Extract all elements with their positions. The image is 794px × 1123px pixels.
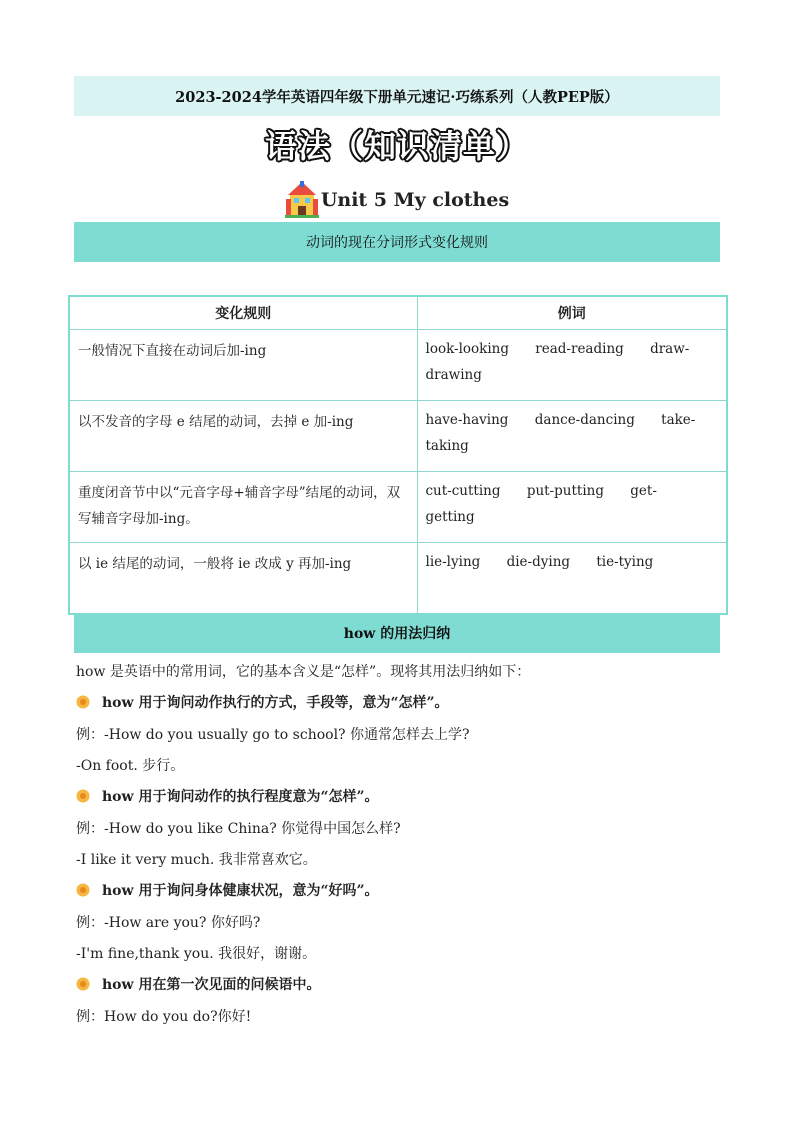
page-title: 语法（知识清单） <box>264 127 529 165</box>
rule-cell: 重度闭音节中以“元音字母+辅音字母”结尾的动词，双写辅音字母加-ing。 <box>69 472 417 543</box>
sun-flower-icon <box>76 883 90 897</box>
examples-cell <box>417 543 727 615</box>
example-word: take-taking <box>425 412 696 454</box>
usage-answer: -I like it very much. 我非常喜欢它。 <box>76 852 317 868</box>
usage-answer: -On foot. 步行。 <box>76 758 185 774</box>
rule-cell: 以 ie 结尾的动词，一般将 ie 改成 y 再加-ing <box>69 543 417 615</box>
usage-heading: how 用于询问动作执行的方式，手段等，意为“怎样”。 <box>76 692 449 712</box>
participle-rules-table <box>68 295 728 615</box>
examples-cell <box>417 472 727 543</box>
header-examples: 例词 <box>417 296 727 330</box>
unit-heading <box>0 180 794 220</box>
example-word: cut-cutting <box>425 483 501 499</box>
example-word: put-putting <box>526 483 604 499</box>
sun-flower-icon <box>76 695 90 709</box>
series-title: 2023-2024学年英语四年级下册单元速记·巧练系列（人教PEP版） <box>175 88 619 106</box>
usage-heading: how 用在第一次见面的问候语中。 <box>76 974 320 994</box>
example-word: draw-drawing <box>425 341 690 383</box>
sun-flower-icon <box>76 977 90 991</box>
example-word: tie-tying <box>596 554 654 570</box>
table-row <box>69 330 727 401</box>
usage-heading: how 用于询问动作的执行程度意为“怎样”。 <box>76 786 379 806</box>
series-header <box>74 76 720 116</box>
table-row <box>69 472 727 543</box>
usage-example: 例：-How are you? 你好吗? <box>76 915 261 931</box>
section-title-participle <box>74 222 720 262</box>
header-rule: 变化规则 <box>69 296 417 330</box>
usage-answer: -I'm fine,thank you. 我很好，谢谢。 <box>76 946 317 962</box>
examples-cell <box>417 330 727 401</box>
section-title-text: how 的用法归纳 <box>343 626 451 642</box>
example-word: die-dying <box>506 554 571 570</box>
table-row <box>69 401 727 472</box>
section-title-text: 动词的现在分词形式变化规则 <box>306 235 488 251</box>
example-word: dance-dancing <box>534 412 635 428</box>
school-house-icon <box>285 181 319 219</box>
example-word: lie-lying <box>425 554 481 570</box>
example-word: look-looking <box>425 341 509 357</box>
examples-cell <box>417 401 727 472</box>
how-intro: how 是英语中的常用词，它的基本含义是“怎样”。现将其用法归纳如下： <box>76 664 531 680</box>
rule-cell: 一般情况下直接在动词后加-ing <box>69 330 417 401</box>
rule-cell: 以不发音的字母 e 结尾的动词，去掉 e 加-ing <box>69 401 417 472</box>
usage-example: 例：-How do you usually go to school? 你通常怎样去上学? <box>76 727 470 743</box>
usage-example: 例：How do you do?你好! <box>76 1009 252 1025</box>
usage-heading: how 用于询问身体健康状况，意为“好吗”。 <box>76 880 379 900</box>
example-word: read-reading <box>535 341 624 357</box>
sun-flower-icon <box>76 789 90 803</box>
section-title-how <box>74 613 720 653</box>
table-header-row <box>69 296 727 330</box>
example-word: get-getting <box>425 483 657 525</box>
unit-title: Unit 5 My clothes <box>320 189 510 211</box>
table-row <box>69 543 727 615</box>
usage-example: 例：-How do you like China? 你觉得中国怎么样? <box>76 821 401 837</box>
example-word: have-having <box>425 412 509 428</box>
